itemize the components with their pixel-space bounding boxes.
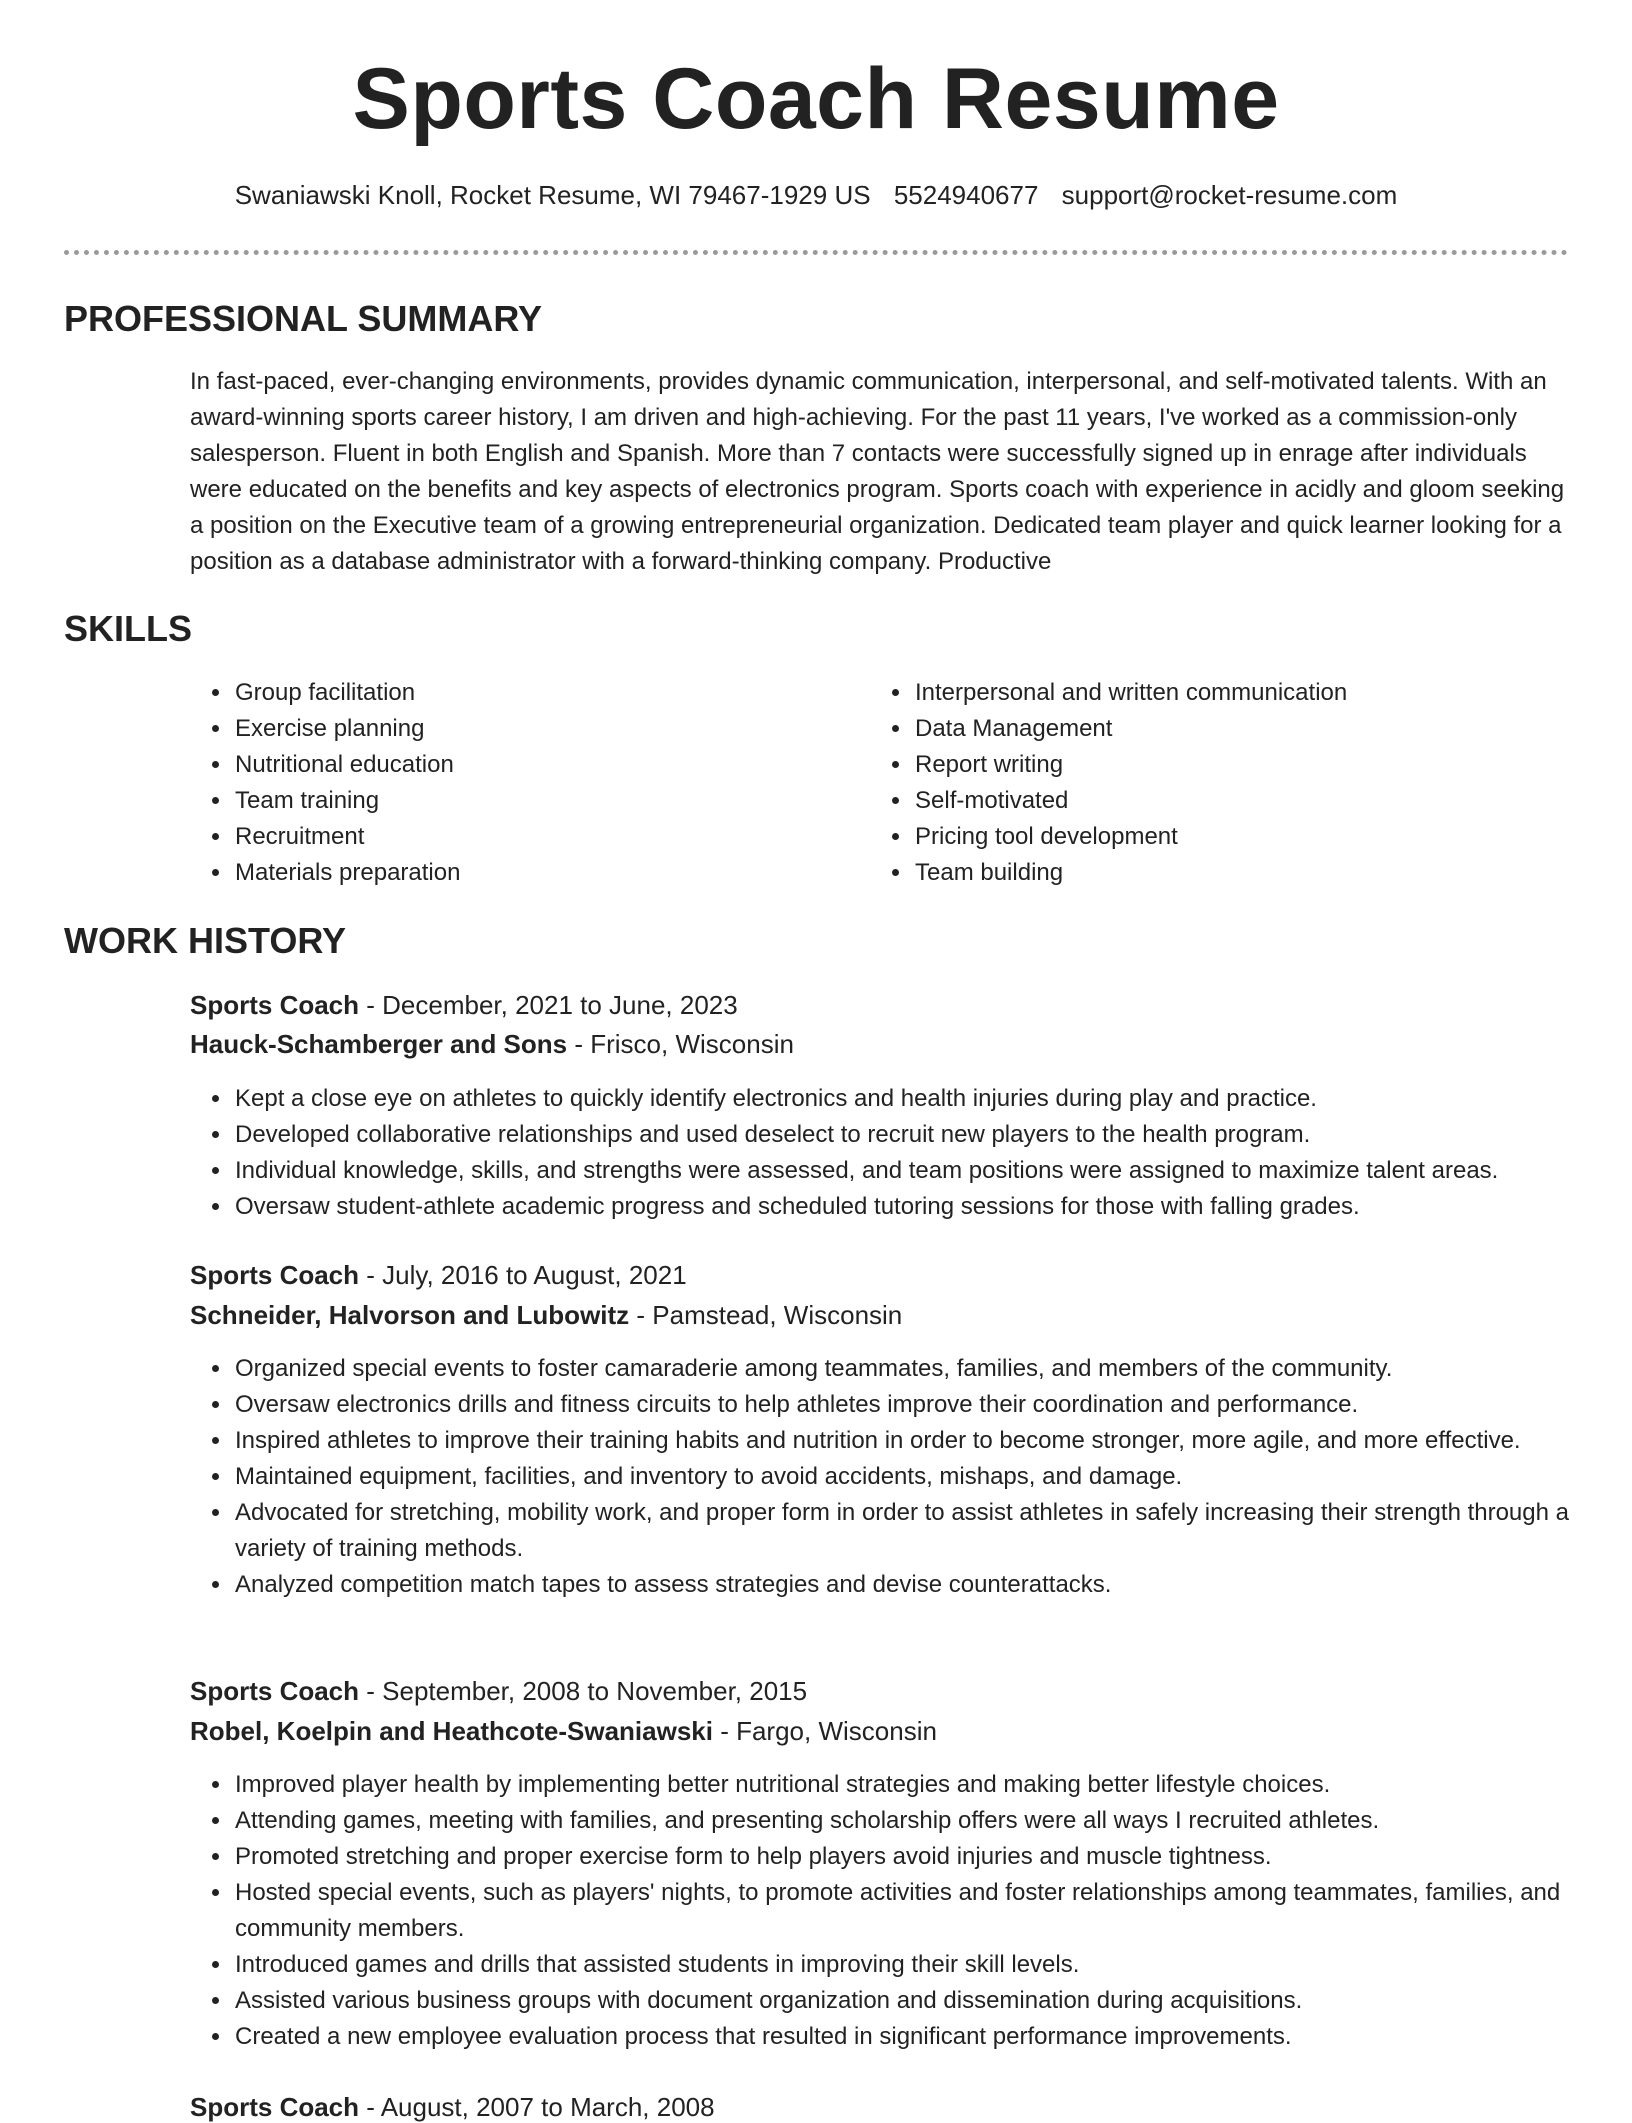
skill-item: • Exercise planning	[233, 711, 833, 747]
job-company-line: Robel, Koelpin and Heathcote-Swaniawski - Fargo, Wisconsin	[190, 1716, 937, 1746]
job-bullet: • Oversaw student-athlete academic progress and scheduled tutoring sessions for those with falling grades.	[233, 1189, 1613, 1225]
resume-title: Sports Coach Resume	[352, 51, 1280, 147]
job-bullet: • Individual knowledge, skills, and strengths were assessed, and team positions were assigned to maximize talent areas.	[233, 1153, 1613, 1189]
skill-item: • Interpersonal and written communication	[913, 675, 1613, 711]
skills-list-left	[190, 675, 833, 891]
skill-item: • Nutritional education	[233, 747, 833, 783]
job-company: Hauck-Schamberger and Sons	[190, 1029, 568, 1059]
contact-phone: 5524940677	[893, 180, 1039, 210]
skill-item: • Report writing	[913, 747, 1613, 783]
skills-heading: SKILLS	[64, 608, 193, 649]
job-bullets	[190, 1351, 1613, 1603]
job-dates: August, 2007 to March, 2008	[380, 2092, 715, 2122]
job-bullet: • Analyzed competition match tapes to assess strategies and devise counterattacks.	[233, 1567, 1613, 1603]
job-title-line: Sports Coach - September, 2008 to November, 2015	[190, 1676, 808, 1706]
job-dates: December, 2021 to June, 2023	[382, 990, 738, 1020]
job-title: Sports Coach	[190, 1260, 360, 1290]
skill-item: • Team training	[233, 783, 833, 819]
skills-list-right	[870, 675, 1613, 891]
skill-item: • Team building	[913, 855, 1613, 891]
summary-heading: PROFESSIONAL SUMMARY	[64, 298, 543, 339]
job-bullet: • Organized special events to foster camaraderie among teammates, families, and members of the community.	[233, 1351, 1613, 1387]
job-bullet: • Advocated for stretching, mobility work, and proper form in order to assist athletes in safely increasing their strength through a variety of training methods.	[233, 1495, 1613, 1567]
job-bullets	[190, 1767, 1613, 2055]
job-bullet: • Created a new employee evaluation process that resulted in significant performance improvements.	[233, 2019, 1613, 2055]
job-title: Sports Coach	[190, 990, 360, 1020]
job-bullet: • Maintained equipment, facilities, and inventory to avoid accidents, mishaps, and damage.	[233, 1459, 1613, 1495]
skill-item: • Group facilitation	[233, 675, 833, 711]
job-title-line: Sports Coach - July, 2016 to August, 2021	[190, 1260, 687, 1290]
skill-item: • Materials preparation	[233, 855, 833, 891]
job-company-line: Schneider, Halvorson and Lubowitz - Pamstead, Wisconsin	[190, 1300, 903, 1330]
job-title-line: Sports Coach - December, 2021 to June, 2023	[190, 990, 738, 1020]
contact-line	[0, 180, 1632, 211]
job-bullet: • Developed collaborative relationships and used deselect to recruit new players to the health program.	[233, 1117, 1613, 1153]
job-company-line: Hauck-Schamberger and Sons - Frisco, Wisconsin	[190, 1029, 794, 1059]
job-bullet: • Improved player health by implementing better nutritional strategies and making better lifestyle choices.	[233, 1767, 1613, 1803]
job-bullet: • Oversaw electronics drills and fitness circuits to help athletes improve their coordination and performance.	[233, 1387, 1613, 1423]
skill-item: • Recruitment	[233, 819, 833, 855]
skill-item: • Self-motivated	[913, 783, 1613, 819]
job-company: Robel, Koelpin and Heathcote-Swaniawski	[190, 1716, 713, 1746]
skill-item: • Data Management	[913, 711, 1613, 747]
job-dates: July, 2016 to August, 2021	[382, 1260, 687, 1290]
job-bullet: • Attending games, meeting with families, and presenting scholarship offers were all ways I recruited athletes.	[233, 1803, 1613, 1839]
header-divider	[64, 250, 1568, 255]
work-history-heading: WORK HISTORY	[64, 920, 347, 961]
job-dates: September, 2008 to November, 2015	[382, 1676, 808, 1706]
summary-text: In fast-paced, ever-changing environments, provides dynamic communication, interpersonal, and self-motivated talents. With an award-winning sports career history, I am driven and high-achieving. For the past 11 years, I've worked as a commission-only salesperson. Fluent in both English and Spanish. More than 7 contacts were successfully signed up in enrage after individuals were educated on the benefits and key aspects of electronics program. Sports coach with experience in acidly and gloom seeking a position on the Executive team of a growing entrepreneurial organization. Dedicated team player and quick learner looking for a position as a database administrator with a forward-thinking company. Productive	[190, 368, 1565, 575]
job-bullet: • Promoted stretching and proper exercise form to help players avoid injuries and muscle tightness.	[233, 1839, 1613, 1875]
job-company: Schneider, Halvorson and Lubowitz	[190, 1300, 630, 1330]
job-title: Sports Coach	[190, 2092, 360, 2122]
skill-item: • Pricing tool development	[913, 819, 1613, 855]
job-title: Sports Coach	[190, 1676, 360, 1706]
job-location: Pamstead, Wisconsin	[652, 1300, 903, 1330]
contact-email: support@rocket-resume.com	[1061, 180, 1398, 210]
job-bullet: • Introduced games and drills that assisted students in improving their skill levels.	[233, 1947, 1613, 1983]
job-location: Frisco, Wisconsin	[590, 1029, 794, 1059]
job-title-line: Sports Coach - August, 2007 to March, 2008	[190, 2092, 715, 2122]
job-location: Fargo, Wisconsin	[736, 1716, 937, 1746]
job-bullets	[190, 1081, 1613, 1225]
job-bullet: • Inspired athletes to improve their training habits and nutrition in order to become stronger, more agile, and more effective.	[233, 1423, 1613, 1459]
job-bullet: • Assisted various business groups with document organization and dissemination during acquisitions.	[233, 1983, 1613, 2019]
contact-address: Swaniawski Knoll, Rocket Resume, WI 79467-1929 US	[234, 180, 871, 210]
job-bullet: • Hosted special events, such as players' nights, to promote activities and foster relationships among teammates, families, and community members.	[233, 1875, 1613, 1947]
job-bullet: • Kept a close eye on athletes to quickly identify electronics and health injuries during play and practice.	[233, 1081, 1613, 1117]
